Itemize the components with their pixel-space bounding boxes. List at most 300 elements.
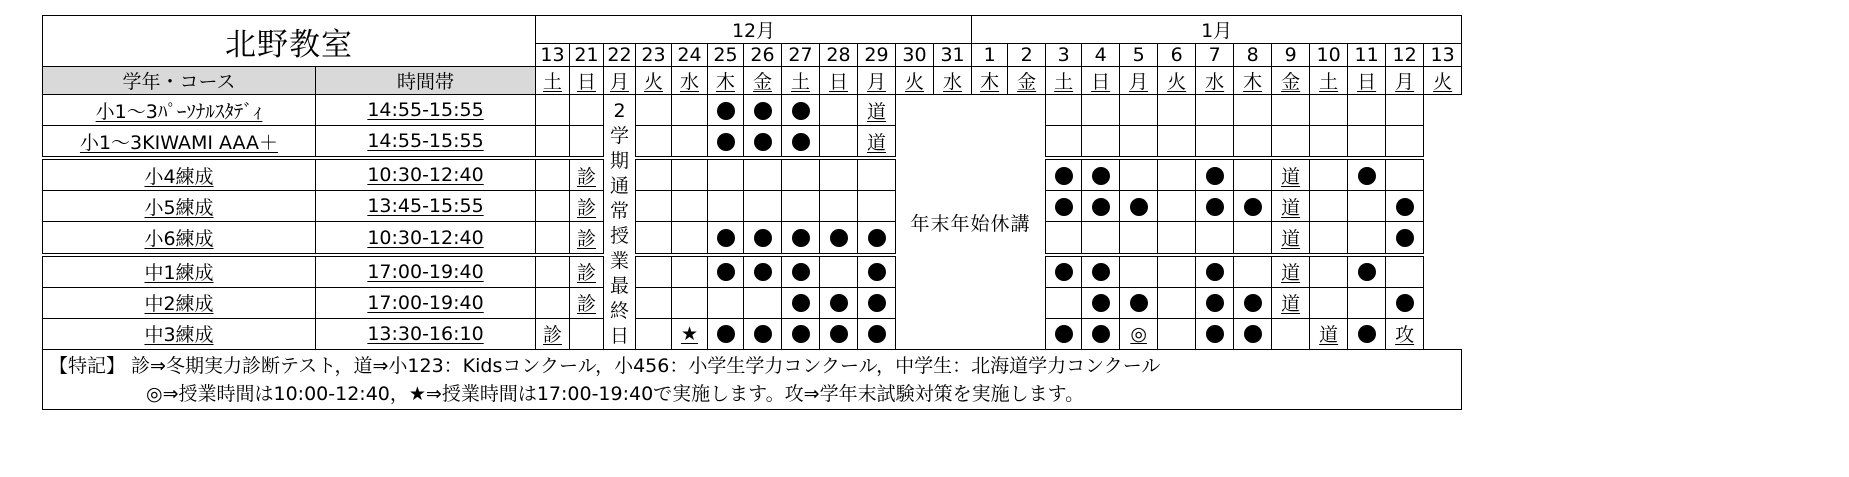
weekday-label: 月 xyxy=(609,71,629,93)
term-end-char: 授 xyxy=(609,225,629,247)
schedule-cell xyxy=(672,255,708,288)
schedule-mark: 道 xyxy=(1281,228,1301,251)
weekday-cell xyxy=(972,67,1008,95)
schedule-cell xyxy=(570,191,604,222)
schedule-cell xyxy=(1234,191,1272,222)
term-end-label xyxy=(604,95,636,350)
class-day-dot xyxy=(754,102,772,120)
course-name-label: 中3練成 xyxy=(144,324,214,347)
date-cell: 28 xyxy=(820,44,858,67)
schedule-cell xyxy=(1046,95,1082,126)
class-day-dot xyxy=(1244,294,1262,312)
schedule-mark: 診 xyxy=(576,293,596,316)
date-cell: 3 xyxy=(1046,44,1082,67)
schedule-cell xyxy=(672,222,708,255)
weekday-label: 土 xyxy=(1054,71,1074,93)
schedule-mark: 道 xyxy=(1281,293,1301,316)
schedule-cell xyxy=(536,287,570,318)
class-day-dot xyxy=(1206,167,1224,185)
weekday-cell xyxy=(570,67,604,95)
schedule-cell xyxy=(820,287,858,318)
schedule-cell xyxy=(1386,255,1424,288)
schedule-cell xyxy=(782,191,820,222)
schedule-cell xyxy=(708,318,744,349)
weekday-cell xyxy=(536,67,570,95)
schedule-cell xyxy=(1386,95,1424,126)
date-cell: 1 xyxy=(972,44,1008,67)
schedule-cell xyxy=(708,158,744,191)
class-day-dot xyxy=(1092,198,1110,216)
schedule-cell xyxy=(1046,318,1082,349)
schedule-cell xyxy=(1234,126,1272,159)
date-cell: 9 xyxy=(1272,44,1310,67)
weekday-label: 水 xyxy=(1205,71,1225,93)
schedule-cell xyxy=(1310,318,1348,349)
course-name xyxy=(43,158,316,191)
date-cell: 12 xyxy=(1386,44,1424,67)
class-day-dot xyxy=(717,229,735,247)
class-day-dot xyxy=(1358,167,1376,185)
weekday-label: 水 xyxy=(943,71,963,93)
schedule-cell xyxy=(708,191,744,222)
schedule-mark: 診 xyxy=(576,228,596,251)
weekday-cell xyxy=(1272,67,1310,95)
schedule-cell xyxy=(1196,255,1234,288)
schedule-cell xyxy=(1272,222,1310,255)
schedule-cell xyxy=(636,191,672,222)
class-day-dot xyxy=(717,325,735,343)
weekday-cell xyxy=(1120,67,1158,95)
schedule-cell xyxy=(858,158,896,191)
course-name xyxy=(43,287,316,318)
course-name xyxy=(43,126,316,159)
class-day-dot xyxy=(754,263,772,281)
course-row xyxy=(43,126,1462,159)
schedule-cell xyxy=(1348,95,1386,126)
date-cell: 21 xyxy=(570,44,604,67)
weekday-cell xyxy=(1424,67,1462,95)
schedule-cell xyxy=(1348,287,1386,318)
course-time xyxy=(316,318,536,349)
schedule-cell xyxy=(536,158,570,191)
course-name xyxy=(43,191,316,222)
class-day-dot xyxy=(754,229,772,247)
special-notes xyxy=(43,350,1462,410)
class-day-dot xyxy=(868,263,886,281)
class-day-dot xyxy=(1055,325,1073,343)
schedule-cell xyxy=(1082,158,1120,191)
class-day-dot xyxy=(1130,198,1148,216)
time-slot-header-label: 時間帯 xyxy=(396,71,454,93)
schedule-cell xyxy=(570,255,604,288)
schedule-cell xyxy=(820,222,858,255)
class-day-dot xyxy=(868,229,886,247)
schedule-mark: 診 xyxy=(576,196,596,219)
weekday-label: 日 xyxy=(1357,71,1377,93)
schedule-cell xyxy=(858,95,896,126)
schedule-mark: 診 xyxy=(542,324,562,347)
class-day-dot xyxy=(792,294,810,312)
weekday-label: 土 xyxy=(542,71,562,93)
schedule-cell xyxy=(1386,158,1424,191)
schedule-cell xyxy=(708,287,744,318)
course-time-label: 10:30-12:40 xyxy=(367,164,484,187)
schedule-mark: 道 xyxy=(1319,324,1339,347)
schedule-cell xyxy=(744,95,782,126)
class-day-dot xyxy=(830,294,848,312)
weekday-cell xyxy=(1008,67,1046,95)
class-day-dot xyxy=(792,229,810,247)
schedule-cell xyxy=(1310,222,1348,255)
course-name xyxy=(43,95,316,126)
schedule-cell xyxy=(782,287,820,318)
weekday-cell xyxy=(1046,67,1082,95)
date-cell: 25 xyxy=(708,44,744,67)
schedule-cell xyxy=(708,255,744,288)
schedule-cell xyxy=(1272,158,1310,191)
schedule-mark: ◎ xyxy=(1130,322,1147,345)
course-row xyxy=(43,158,1462,191)
schedule-cell xyxy=(1046,158,1082,191)
schedule-cell xyxy=(708,126,744,159)
class-day-dot xyxy=(754,325,772,343)
classroom-title: 北野教室 xyxy=(43,16,536,67)
schedule-cell xyxy=(672,158,708,191)
term-end-char: 日 xyxy=(609,325,629,347)
weekday-label: 木 xyxy=(715,71,735,93)
weekday-cell xyxy=(636,67,672,95)
schedule-cell xyxy=(1082,95,1120,126)
schedule-cell xyxy=(1120,158,1158,191)
schedule-cell xyxy=(820,255,858,288)
schedule-cell xyxy=(636,158,672,191)
schedule-cell xyxy=(570,222,604,255)
class-day-dot xyxy=(1358,325,1376,343)
course-name xyxy=(43,255,316,288)
date-cell: 26 xyxy=(744,44,782,67)
course-row xyxy=(43,287,1462,318)
weekday-label: 日 xyxy=(576,71,596,93)
date-cell: 6 xyxy=(1158,44,1196,67)
schedule-cell xyxy=(1082,222,1120,255)
schedule-cell xyxy=(672,95,708,126)
class-day-dot xyxy=(1244,198,1262,216)
course-time xyxy=(316,255,536,288)
date-cell: 13 xyxy=(536,44,570,67)
term-end-char: 期 xyxy=(609,150,629,172)
weekday-label: 金 xyxy=(1281,71,1301,93)
grade-course-header-label: 学年・コース xyxy=(122,71,236,93)
schedule-cell xyxy=(1196,158,1234,191)
date-cell: 30 xyxy=(896,44,934,67)
weekday-label: 土 xyxy=(1319,71,1339,93)
schedule-cell xyxy=(858,126,896,159)
class-day-dot xyxy=(1206,198,1224,216)
weekday-cell xyxy=(896,67,934,95)
schedule-cell xyxy=(1310,126,1348,159)
schedule-cell xyxy=(1234,287,1272,318)
class-day-dot xyxy=(1130,294,1148,312)
schedule-cell xyxy=(820,126,858,159)
weekday-cell xyxy=(1158,67,1196,95)
schedule-cell xyxy=(1386,126,1424,159)
schedule-mark: 道 xyxy=(1281,165,1301,188)
schedule-cell xyxy=(1234,318,1272,349)
schedule-cell xyxy=(1196,222,1234,255)
schedule-cell xyxy=(858,222,896,255)
date-cell: 23 xyxy=(636,44,672,67)
schedule-cell xyxy=(1046,255,1082,288)
class-day-dot xyxy=(1055,263,1073,281)
schedule-cell xyxy=(1120,287,1158,318)
course-name xyxy=(43,318,316,349)
term-end-char: 常 xyxy=(609,200,629,222)
weekday-label: 土 xyxy=(790,71,810,93)
schedule-mark: 道 xyxy=(866,131,886,154)
month-december: 12月 xyxy=(536,16,972,44)
schedule-cell xyxy=(536,318,570,349)
schedule-cell xyxy=(536,95,570,126)
weekday-cell xyxy=(1348,67,1386,95)
schedule-cell xyxy=(1196,191,1234,222)
schedule-cell xyxy=(1082,318,1120,349)
weekday-label: 火 xyxy=(1433,71,1453,93)
schedule-cell xyxy=(1196,287,1234,318)
weekday-cell xyxy=(1310,67,1348,95)
schedule-cell xyxy=(636,126,672,159)
weekday-label: 月 xyxy=(866,71,886,93)
schedule-cell xyxy=(1234,95,1272,126)
weekday-label: 金 xyxy=(752,71,772,93)
weekday-cell xyxy=(782,67,820,95)
schedule-cell xyxy=(1310,191,1348,222)
weekday-label: 日 xyxy=(1091,71,1111,93)
class-day-dot xyxy=(830,325,848,343)
weekday-cell xyxy=(820,67,858,95)
schedule-cell xyxy=(1272,95,1310,126)
weekday-label: 金 xyxy=(1017,71,1037,93)
class-day-dot xyxy=(1396,229,1414,247)
schedule-cell xyxy=(672,191,708,222)
schedule-mark: 診 xyxy=(576,262,596,285)
schedule-cell xyxy=(1158,126,1196,159)
class-day-dot xyxy=(1092,263,1110,281)
course-time xyxy=(316,222,536,255)
schedule-cell xyxy=(1348,222,1386,255)
schedule-cell xyxy=(1348,158,1386,191)
schedule-cell xyxy=(1234,222,1272,255)
schedule-cell xyxy=(744,222,782,255)
class-day-dot xyxy=(754,133,772,151)
term-end-char: 業 xyxy=(609,250,629,272)
weekday-label: 水 xyxy=(679,71,699,93)
schedule-cell xyxy=(1158,222,1196,255)
class-day-dot xyxy=(717,102,735,120)
schedule-cell xyxy=(1386,287,1424,318)
schedule-cell xyxy=(858,191,896,222)
schedule-cell xyxy=(1310,95,1348,126)
schedule-cell xyxy=(636,222,672,255)
schedule-cell xyxy=(570,158,604,191)
schedule-cell xyxy=(744,318,782,349)
schedule-cell xyxy=(570,126,604,159)
schedule-cell xyxy=(570,95,604,126)
date-cell: 8 xyxy=(1234,44,1272,67)
schedule-cell xyxy=(1348,191,1386,222)
weekday-cell xyxy=(1386,67,1424,95)
term-end-char: 学 xyxy=(609,125,629,147)
class-day-dot xyxy=(1396,294,1414,312)
schedule-cell xyxy=(1310,255,1348,288)
date-cell: 5 xyxy=(1120,44,1158,67)
schedule-cell xyxy=(708,95,744,126)
schedule-cell xyxy=(1196,95,1234,126)
schedule-cell xyxy=(1196,126,1234,159)
class-day-dot xyxy=(1244,325,1262,343)
schedule-cell xyxy=(1234,255,1272,288)
weekday-cell xyxy=(1196,67,1234,95)
schedule-cell xyxy=(1272,318,1310,349)
course-time-label: 17:00-19:40 xyxy=(367,291,484,314)
schedule-cell xyxy=(1386,191,1424,222)
class-day-dot xyxy=(1092,294,1110,312)
course-time xyxy=(316,95,536,126)
weekday-cell xyxy=(1234,67,1272,95)
schedule-cell xyxy=(820,158,858,191)
class-day-dot xyxy=(830,229,848,247)
schedule-cell xyxy=(1310,287,1348,318)
course-time-label: 10:30-12:40 xyxy=(367,226,484,249)
schedule-cell xyxy=(1046,222,1082,255)
schedule-cell xyxy=(782,255,820,288)
weekday-label: 火 xyxy=(1167,71,1187,93)
course-name-label: 小1～3ﾊﾟｰｿﾅﾙｽﾀﾃﾞｨ xyxy=(95,100,263,123)
course-name-label: 小5練成 xyxy=(144,196,214,219)
course-time xyxy=(316,191,536,222)
schedule-cell xyxy=(672,287,708,318)
schedule-cell xyxy=(672,318,708,349)
class-day-dot xyxy=(1358,263,1376,281)
term-end-char: 通 xyxy=(609,175,629,197)
schedule-cell xyxy=(1158,191,1196,222)
schedule-cell xyxy=(570,287,604,318)
course-name-label: 小4練成 xyxy=(144,165,214,188)
class-day-dot xyxy=(1206,263,1224,281)
schedule-cell xyxy=(1158,255,1196,288)
schedule-cell xyxy=(1120,95,1158,126)
schedule-cell xyxy=(1082,255,1120,288)
weekday-cell xyxy=(858,67,896,95)
weekday-label: 木 xyxy=(980,71,1000,93)
schedule-cell xyxy=(1046,287,1082,318)
schedule-cell xyxy=(636,287,672,318)
schedule-mark: 診 xyxy=(576,165,596,188)
course-row xyxy=(43,318,1462,349)
time-slot-header xyxy=(316,67,536,95)
term-end-char: 終 xyxy=(609,300,629,322)
class-day-dot xyxy=(1206,294,1224,312)
schedule-cell xyxy=(1348,318,1386,349)
weekday-label: 火 xyxy=(904,71,924,93)
schedule-cell xyxy=(858,318,896,349)
weekday-cell xyxy=(708,67,744,95)
schedule-cell xyxy=(536,191,570,222)
schedule-cell xyxy=(1272,287,1310,318)
schedule-cell xyxy=(1082,287,1120,318)
schedule-cell xyxy=(744,126,782,159)
class-day-dot xyxy=(717,133,735,151)
class-day-dot xyxy=(1092,167,1110,185)
class-day-dot xyxy=(868,294,886,312)
weekday-cell xyxy=(934,67,972,95)
schedule-mark: 道 xyxy=(1281,262,1301,285)
class-day-dot xyxy=(1055,167,1073,185)
date-cell: 22 xyxy=(604,44,636,67)
course-time xyxy=(316,158,536,191)
grade-course-header xyxy=(43,67,316,95)
class-day-dot xyxy=(868,325,886,343)
notes-line-1: 【特記】 診⇒冬期実力診断テスト，道⇒小123：Kidsコンクール，小456：小学生学力コンクール，中学生：北海道学力コンクール xyxy=(49,354,1161,377)
date-cell: 24 xyxy=(672,44,708,67)
weekday-label: 木 xyxy=(1243,71,1263,93)
schedule-cell xyxy=(536,222,570,255)
class-day-dot xyxy=(792,102,810,120)
course-name xyxy=(43,222,316,255)
schedule-cell xyxy=(1158,158,1196,191)
schedule-cell xyxy=(1386,318,1424,349)
month-january: 1月 xyxy=(972,16,1462,44)
schedule-cell xyxy=(1348,255,1386,288)
schedule-cell xyxy=(1120,191,1158,222)
schedule-cell xyxy=(1196,318,1234,349)
course-name-label: 中1練成 xyxy=(144,262,214,285)
course-row xyxy=(43,95,1462,126)
schedule-cell xyxy=(820,191,858,222)
notes-line-2: ◎⇒授業時間は10:00-12:40，★⇒授業時間は17:00-19:40で実施します。攻⇒学年末試験対策を実施します。 xyxy=(146,382,1085,405)
holiday-closure-label: 年末年始休講 xyxy=(896,95,1046,350)
schedule-cell xyxy=(1272,255,1310,288)
course-time-label: 13:30-16:10 xyxy=(367,322,484,345)
course-time-label: 13:45-15:55 xyxy=(367,195,484,218)
schedule-cell xyxy=(636,95,672,126)
schedule-cell xyxy=(782,318,820,349)
date-cell: 31 xyxy=(934,44,972,67)
schedule-cell xyxy=(1158,318,1196,349)
schedule-cell xyxy=(782,158,820,191)
schedule-sheet xyxy=(42,15,1462,410)
schedule-cell xyxy=(1120,222,1158,255)
date-cell: 11 xyxy=(1348,44,1386,67)
schedule-cell xyxy=(1082,191,1120,222)
schedule-cell xyxy=(1046,191,1082,222)
schedule-cell xyxy=(708,222,744,255)
date-cell: 27 xyxy=(782,44,820,67)
schedule-mark: 道 xyxy=(1281,196,1301,219)
schedule-cell xyxy=(1158,287,1196,318)
schedule-mark: 攻 xyxy=(1395,324,1415,347)
schedule-cell xyxy=(744,158,782,191)
schedule-cell xyxy=(636,318,672,349)
course-row xyxy=(43,191,1462,222)
course-name-label: 中2練成 xyxy=(144,293,214,316)
course-time-label: 14:55-15:55 xyxy=(367,99,484,122)
class-day-dot xyxy=(792,133,810,151)
schedule-cell xyxy=(636,255,672,288)
schedule-cell xyxy=(820,318,858,349)
schedule-cell xyxy=(1234,158,1272,191)
schedule-cell xyxy=(858,255,896,288)
date-cell: 10 xyxy=(1310,44,1348,67)
